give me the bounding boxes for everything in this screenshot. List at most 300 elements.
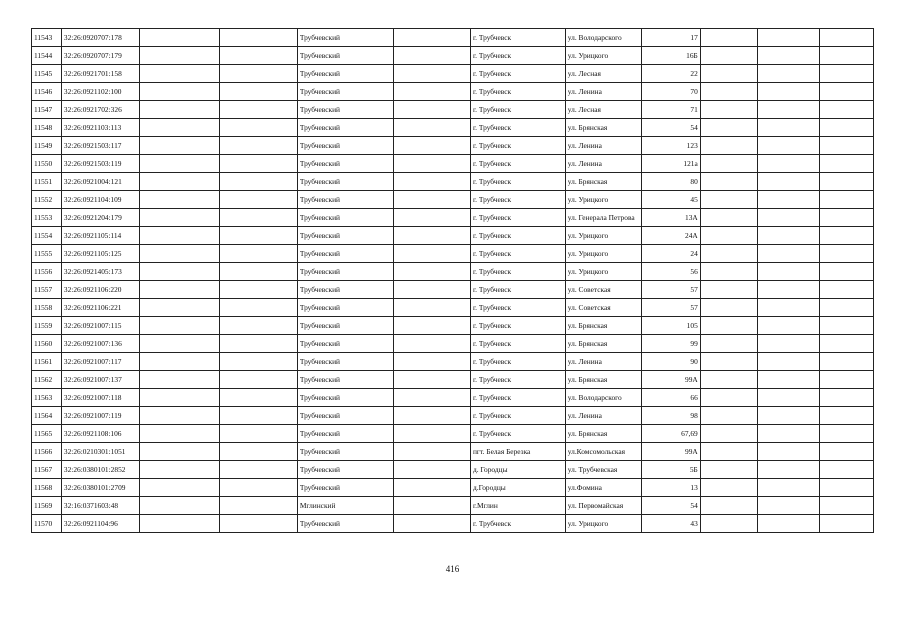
cadastral-number-cell: 32:26:0380101:2709 bbox=[61, 479, 139, 497]
empty-cell bbox=[700, 497, 758, 515]
table-row bbox=[32, 425, 874, 443]
street-cell: ул. Первомайская bbox=[565, 497, 641, 515]
empty-cell bbox=[700, 263, 758, 281]
cadastral-number-cell: 32:26:0921007:115 bbox=[61, 317, 139, 335]
locality-cell: г.Мглин bbox=[470, 497, 565, 515]
table-row bbox=[32, 389, 874, 407]
empty-cell bbox=[219, 425, 297, 443]
locality-cell: г. Трубчевск bbox=[470, 47, 565, 65]
street-cell: ул. Генерала Петрова bbox=[565, 209, 641, 227]
empty-cell bbox=[700, 209, 758, 227]
house-number-cell: 71 bbox=[642, 101, 701, 119]
cadastral-number-cell: 32:26:0921007:119 bbox=[61, 407, 139, 425]
street-cell: ул. Володарского bbox=[565, 29, 641, 47]
cadastral-number-cell: 32:26:0921007:136 bbox=[61, 335, 139, 353]
empty-cell bbox=[219, 515, 297, 533]
district-cell: Трубчевский bbox=[297, 479, 393, 497]
district-cell: Трубчевский bbox=[297, 461, 393, 479]
street-cell: ул.Фомина bbox=[565, 479, 641, 497]
empty-cell bbox=[700, 443, 758, 461]
locality-cell: г. Трубчевск bbox=[470, 173, 565, 191]
table-row bbox=[32, 227, 874, 245]
table-row bbox=[32, 299, 874, 317]
empty-cell bbox=[820, 263, 874, 281]
row-number-cell: 11561 bbox=[32, 353, 62, 371]
empty-cell bbox=[140, 209, 219, 227]
row-number-cell: 11550 bbox=[32, 155, 62, 173]
table-body bbox=[32, 29, 874, 533]
row-number-cell: 11556 bbox=[32, 263, 62, 281]
district-cell: Трубчевский bbox=[297, 137, 393, 155]
empty-cell bbox=[393, 137, 470, 155]
locality-cell: г. Трубчевск bbox=[470, 425, 565, 443]
empty-cell bbox=[758, 119, 820, 137]
table-row bbox=[32, 461, 874, 479]
empty-cell bbox=[820, 227, 874, 245]
house-number-cell: 121а bbox=[642, 155, 701, 173]
empty-cell bbox=[140, 515, 219, 533]
street-cell: ул. Володарского bbox=[565, 389, 641, 407]
locality-cell: г. Трубчевск bbox=[470, 281, 565, 299]
empty-cell bbox=[758, 479, 820, 497]
house-number-cell: 54 bbox=[642, 119, 701, 137]
empty-cell bbox=[758, 263, 820, 281]
row-number-cell: 11547 bbox=[32, 101, 62, 119]
empty-cell bbox=[820, 497, 874, 515]
district-cell: Трубчевский bbox=[297, 353, 393, 371]
street-cell: ул. Ленина bbox=[565, 155, 641, 173]
table-row bbox=[32, 353, 874, 371]
locality-cell: г. Трубчевск bbox=[470, 335, 565, 353]
empty-cell bbox=[820, 515, 874, 533]
row-number-cell: 11559 bbox=[32, 317, 62, 335]
cadastral-number-cell: 32:26:0921007:118 bbox=[61, 389, 139, 407]
row-number-cell: 11555 bbox=[32, 245, 62, 263]
empty-cell bbox=[219, 353, 297, 371]
empty-cell bbox=[393, 299, 470, 317]
empty-cell bbox=[219, 173, 297, 191]
empty-cell bbox=[393, 155, 470, 173]
empty-cell bbox=[820, 371, 874, 389]
empty-cell bbox=[700, 245, 758, 263]
row-number-cell: 11544 bbox=[32, 47, 62, 65]
locality-cell: г. Трубчевск bbox=[470, 137, 565, 155]
empty-cell bbox=[758, 407, 820, 425]
table-row bbox=[32, 119, 874, 137]
house-number-cell: 57 bbox=[642, 299, 701, 317]
table-row bbox=[32, 407, 874, 425]
empty-cell bbox=[820, 479, 874, 497]
empty-cell bbox=[820, 281, 874, 299]
table-row bbox=[32, 371, 874, 389]
house-number-cell: 16Б bbox=[642, 47, 701, 65]
locality-cell: г. Трубчевск bbox=[470, 101, 565, 119]
empty-cell bbox=[393, 209, 470, 227]
row-number-cell: 11543 bbox=[32, 29, 62, 47]
house-number-cell: 43 bbox=[642, 515, 701, 533]
street-cell: ул. Урицкого bbox=[565, 263, 641, 281]
empty-cell bbox=[393, 65, 470, 83]
empty-cell bbox=[758, 353, 820, 371]
district-cell: Трубчевский bbox=[297, 83, 393, 101]
locality-cell: г. Трубчевск bbox=[470, 371, 565, 389]
house-number-cell: 67,69 bbox=[642, 425, 701, 443]
street-cell: ул. Советская bbox=[565, 299, 641, 317]
empty-cell bbox=[820, 335, 874, 353]
house-number-cell: 105 bbox=[642, 317, 701, 335]
table-row bbox=[32, 335, 874, 353]
empty-cell bbox=[820, 209, 874, 227]
table-row bbox=[32, 191, 874, 209]
empty-cell bbox=[700, 137, 758, 155]
table-row bbox=[32, 515, 874, 533]
house-number-cell: 123 bbox=[642, 137, 701, 155]
empty-cell bbox=[219, 227, 297, 245]
empty-cell bbox=[140, 83, 219, 101]
street-cell: ул.Комсомольская bbox=[565, 443, 641, 461]
table-row bbox=[32, 101, 874, 119]
district-cell: Трубчевский bbox=[297, 173, 393, 191]
house-number-cell: 57 bbox=[642, 281, 701, 299]
cadastral-number-cell: 32:26:0921104:109 bbox=[61, 191, 139, 209]
empty-cell bbox=[758, 227, 820, 245]
locality-cell: г. Трубчевск bbox=[470, 155, 565, 173]
cadastral-number-cell: 32:26:0380101:2852 bbox=[61, 461, 139, 479]
row-number-cell: 11563 bbox=[32, 389, 62, 407]
empty-cell bbox=[219, 155, 297, 173]
empty-cell bbox=[140, 335, 219, 353]
locality-cell: г. Трубчевск bbox=[470, 83, 565, 101]
empty-cell bbox=[140, 173, 219, 191]
locality-cell: г. Трубчевск bbox=[470, 299, 565, 317]
empty-cell bbox=[140, 47, 219, 65]
empty-cell bbox=[393, 47, 470, 65]
empty-cell bbox=[820, 83, 874, 101]
empty-cell bbox=[393, 425, 470, 443]
empty-cell bbox=[219, 209, 297, 227]
district-cell: Трубчевский bbox=[297, 299, 393, 317]
empty-cell bbox=[758, 101, 820, 119]
empty-cell bbox=[393, 443, 470, 461]
empty-cell bbox=[820, 425, 874, 443]
table-row bbox=[32, 47, 874, 65]
district-cell: Трубчевский bbox=[297, 227, 393, 245]
empty-cell bbox=[219, 407, 297, 425]
street-cell: ул. Брянская bbox=[565, 119, 641, 137]
empty-cell bbox=[219, 461, 297, 479]
house-number-cell: 99 bbox=[642, 335, 701, 353]
empty-cell bbox=[393, 317, 470, 335]
locality-cell: г. Трубчевск bbox=[470, 119, 565, 137]
cadastral-number-cell: 32:26:0921104:96 bbox=[61, 515, 139, 533]
empty-cell bbox=[219, 317, 297, 335]
empty-cell bbox=[758, 245, 820, 263]
locality-cell: г. Трубчевск bbox=[470, 65, 565, 83]
empty-cell bbox=[393, 191, 470, 209]
empty-cell bbox=[758, 425, 820, 443]
empty-cell bbox=[700, 83, 758, 101]
district-cell: Трубчевский bbox=[297, 317, 393, 335]
empty-cell bbox=[820, 443, 874, 461]
empty-cell bbox=[758, 83, 820, 101]
district-cell: Трубчевский bbox=[297, 281, 393, 299]
empty-cell bbox=[758, 155, 820, 173]
district-cell: Трубчевский bbox=[297, 407, 393, 425]
empty-cell bbox=[140, 425, 219, 443]
district-cell: Трубчевский bbox=[297, 245, 393, 263]
row-number-cell: 11545 bbox=[32, 65, 62, 83]
empty-cell bbox=[758, 371, 820, 389]
page-number: 416 bbox=[445, 564, 460, 574]
empty-cell bbox=[219, 281, 297, 299]
row-number-cell: 11566 bbox=[32, 443, 62, 461]
table-row bbox=[32, 245, 874, 263]
empty-cell bbox=[820, 461, 874, 479]
house-number-cell: 80 bbox=[642, 173, 701, 191]
house-number-cell: 98 bbox=[642, 407, 701, 425]
district-cell: Трубчевский bbox=[297, 119, 393, 137]
district-cell: Трубчевский bbox=[297, 515, 393, 533]
empty-cell bbox=[219, 137, 297, 155]
empty-cell bbox=[140, 281, 219, 299]
empty-cell bbox=[140, 155, 219, 173]
table-row bbox=[32, 317, 874, 335]
empty-cell bbox=[700, 65, 758, 83]
empty-cell bbox=[820, 353, 874, 371]
street-cell: ул. Брянская bbox=[565, 335, 641, 353]
empty-cell bbox=[758, 299, 820, 317]
empty-cell bbox=[140, 371, 219, 389]
street-cell: ул. Ленина bbox=[565, 353, 641, 371]
table-row bbox=[32, 155, 874, 173]
empty-cell bbox=[140, 137, 219, 155]
street-cell: ул. Лесная bbox=[565, 65, 641, 83]
row-number-cell: 11557 bbox=[32, 281, 62, 299]
cadastral-number-cell: 32:26:0921102:100 bbox=[61, 83, 139, 101]
empty-cell bbox=[219, 497, 297, 515]
cadastral-number-cell: 32:26:0921106:220 bbox=[61, 281, 139, 299]
empty-cell bbox=[393, 479, 470, 497]
locality-cell: г. Трубчевск bbox=[470, 227, 565, 245]
empty-cell bbox=[140, 119, 219, 137]
empty-cell bbox=[700, 119, 758, 137]
empty-cell bbox=[700, 155, 758, 173]
empty-cell bbox=[140, 389, 219, 407]
house-number-cell: 13 bbox=[642, 479, 701, 497]
row-number-cell: 11548 bbox=[32, 119, 62, 137]
empty-cell bbox=[393, 515, 470, 533]
empty-cell bbox=[700, 29, 758, 47]
house-number-cell: 22 bbox=[642, 65, 701, 83]
table-row bbox=[32, 29, 874, 47]
table-row bbox=[32, 263, 874, 281]
street-cell: ул. Брянская bbox=[565, 173, 641, 191]
empty-cell bbox=[700, 353, 758, 371]
table-row bbox=[32, 209, 874, 227]
empty-cell bbox=[758, 443, 820, 461]
house-number-cell: 54 bbox=[642, 497, 701, 515]
locality-cell: г. Трубчевск bbox=[470, 191, 565, 209]
empty-cell bbox=[393, 101, 470, 119]
empty-cell bbox=[700, 317, 758, 335]
empty-cell bbox=[140, 461, 219, 479]
cadastral-number-cell: 32:26:0921503:117 bbox=[61, 137, 139, 155]
locality-cell: г. Трубчевск bbox=[470, 29, 565, 47]
empty-cell bbox=[758, 515, 820, 533]
empty-cell bbox=[820, 101, 874, 119]
street-cell: ул. Ленина bbox=[565, 407, 641, 425]
house-number-cell: 17 bbox=[642, 29, 701, 47]
empty-cell bbox=[393, 245, 470, 263]
empty-cell bbox=[393, 227, 470, 245]
empty-cell bbox=[700, 191, 758, 209]
empty-cell bbox=[219, 371, 297, 389]
empty-cell bbox=[140, 65, 219, 83]
empty-cell bbox=[219, 47, 297, 65]
empty-cell bbox=[393, 371, 470, 389]
street-cell: ул. Урицкого bbox=[565, 515, 641, 533]
empty-cell bbox=[758, 29, 820, 47]
empty-cell bbox=[700, 389, 758, 407]
empty-cell bbox=[700, 425, 758, 443]
street-cell: ул. Лесная bbox=[565, 101, 641, 119]
district-cell: Трубчевский bbox=[297, 191, 393, 209]
locality-cell: г. Трубчевск bbox=[470, 317, 565, 335]
empty-cell bbox=[219, 119, 297, 137]
house-number-cell: 24А bbox=[642, 227, 701, 245]
empty-cell bbox=[700, 227, 758, 245]
empty-cell bbox=[219, 389, 297, 407]
cadastral-number-cell: 32:26:0921701:158 bbox=[61, 65, 139, 83]
locality-cell: г. Трубчевск bbox=[470, 515, 565, 533]
street-cell: ул. Трубчевская bbox=[565, 461, 641, 479]
empty-cell bbox=[140, 245, 219, 263]
district-cell: Трубчевский bbox=[297, 371, 393, 389]
empty-cell bbox=[393, 263, 470, 281]
row-number-cell: 11568 bbox=[32, 479, 62, 497]
empty-cell bbox=[700, 299, 758, 317]
empty-cell bbox=[758, 389, 820, 407]
table-row bbox=[32, 137, 874, 155]
row-number-cell: 11569 bbox=[32, 497, 62, 515]
empty-cell bbox=[393, 173, 470, 191]
empty-cell bbox=[219, 335, 297, 353]
cadastral-number-cell: 32:26:0921702:326 bbox=[61, 101, 139, 119]
cadastral-number-cell: 32:26:0921105:125 bbox=[61, 245, 139, 263]
empty-cell bbox=[219, 443, 297, 461]
empty-cell bbox=[219, 263, 297, 281]
empty-cell bbox=[393, 281, 470, 299]
empty-cell bbox=[700, 371, 758, 389]
cadastral-number-cell: 32:26:0921503:119 bbox=[61, 155, 139, 173]
house-number-cell: 13А bbox=[642, 209, 701, 227]
empty-cell bbox=[219, 191, 297, 209]
empty-cell bbox=[219, 83, 297, 101]
row-number-cell: 11546 bbox=[32, 83, 62, 101]
empty-cell bbox=[820, 137, 874, 155]
empty-cell bbox=[820, 119, 874, 137]
empty-cell bbox=[140, 191, 219, 209]
empty-cell bbox=[140, 443, 219, 461]
empty-cell bbox=[140, 407, 219, 425]
row-number-cell: 11565 bbox=[32, 425, 62, 443]
empty-cell bbox=[758, 461, 820, 479]
district-cell: Трубчевский bbox=[297, 101, 393, 119]
row-number-cell: 11553 bbox=[32, 209, 62, 227]
empty-cell bbox=[820, 191, 874, 209]
locality-cell: г. Трубчевск bbox=[470, 209, 565, 227]
cadastral-number-cell: 32:26:0920707:178 bbox=[61, 29, 139, 47]
empty-cell bbox=[219, 479, 297, 497]
street-cell: ул. Урицкого bbox=[565, 47, 641, 65]
house-number-cell: 56 bbox=[642, 263, 701, 281]
table-row bbox=[32, 281, 874, 299]
empty-cell bbox=[820, 29, 874, 47]
table-row bbox=[32, 443, 874, 461]
empty-cell bbox=[393, 335, 470, 353]
empty-cell bbox=[700, 461, 758, 479]
empty-cell bbox=[758, 317, 820, 335]
locality-cell: пгт. Белая Березка bbox=[470, 443, 565, 461]
district-cell: Трубчевский bbox=[297, 155, 393, 173]
empty-cell bbox=[700, 335, 758, 353]
row-number-cell: 11560 bbox=[32, 335, 62, 353]
empty-cell bbox=[820, 317, 874, 335]
empty-cell bbox=[820, 155, 874, 173]
district-cell: Трубчевский bbox=[297, 29, 393, 47]
district-cell: Трубчевский bbox=[297, 425, 393, 443]
empty-cell bbox=[820, 47, 874, 65]
empty-cell bbox=[140, 353, 219, 371]
district-cell: Трубчевский bbox=[297, 209, 393, 227]
empty-cell bbox=[140, 299, 219, 317]
empty-cell bbox=[140, 101, 219, 119]
table-row bbox=[32, 497, 874, 515]
house-number-cell: 90 bbox=[642, 353, 701, 371]
cadastral-number-cell: 32:26:0921007:117 bbox=[61, 353, 139, 371]
empty-cell bbox=[758, 65, 820, 83]
locality-cell: г. Трубчевск bbox=[470, 245, 565, 263]
empty-cell bbox=[820, 389, 874, 407]
empty-cell bbox=[393, 389, 470, 407]
district-cell: Трубчевский bbox=[297, 263, 393, 281]
empty-cell bbox=[393, 497, 470, 515]
empty-cell bbox=[820, 65, 874, 83]
registry-table bbox=[31, 28, 874, 533]
table-row bbox=[32, 65, 874, 83]
empty-cell bbox=[393, 407, 470, 425]
street-cell: ул. Ленина bbox=[565, 83, 641, 101]
row-number-cell: 11564 bbox=[32, 407, 62, 425]
row-number-cell: 11552 bbox=[32, 191, 62, 209]
district-cell: Трубчевский bbox=[297, 389, 393, 407]
row-number-cell: 11570 bbox=[32, 515, 62, 533]
empty-cell bbox=[700, 173, 758, 191]
street-cell: ул. Урицкого bbox=[565, 191, 641, 209]
row-number-cell: 11558 bbox=[32, 299, 62, 317]
house-number-cell: 70 bbox=[642, 83, 701, 101]
empty-cell bbox=[758, 335, 820, 353]
empty-cell bbox=[219, 299, 297, 317]
locality-cell: д. Городцы bbox=[470, 461, 565, 479]
empty-cell bbox=[393, 353, 470, 371]
row-number-cell: 11562 bbox=[32, 371, 62, 389]
empty-cell bbox=[820, 407, 874, 425]
empty-cell bbox=[758, 137, 820, 155]
house-number-cell: 99А bbox=[642, 443, 701, 461]
cadastral-number-cell: 32:26:0921106:221 bbox=[61, 299, 139, 317]
row-number-cell: 11549 bbox=[32, 137, 62, 155]
